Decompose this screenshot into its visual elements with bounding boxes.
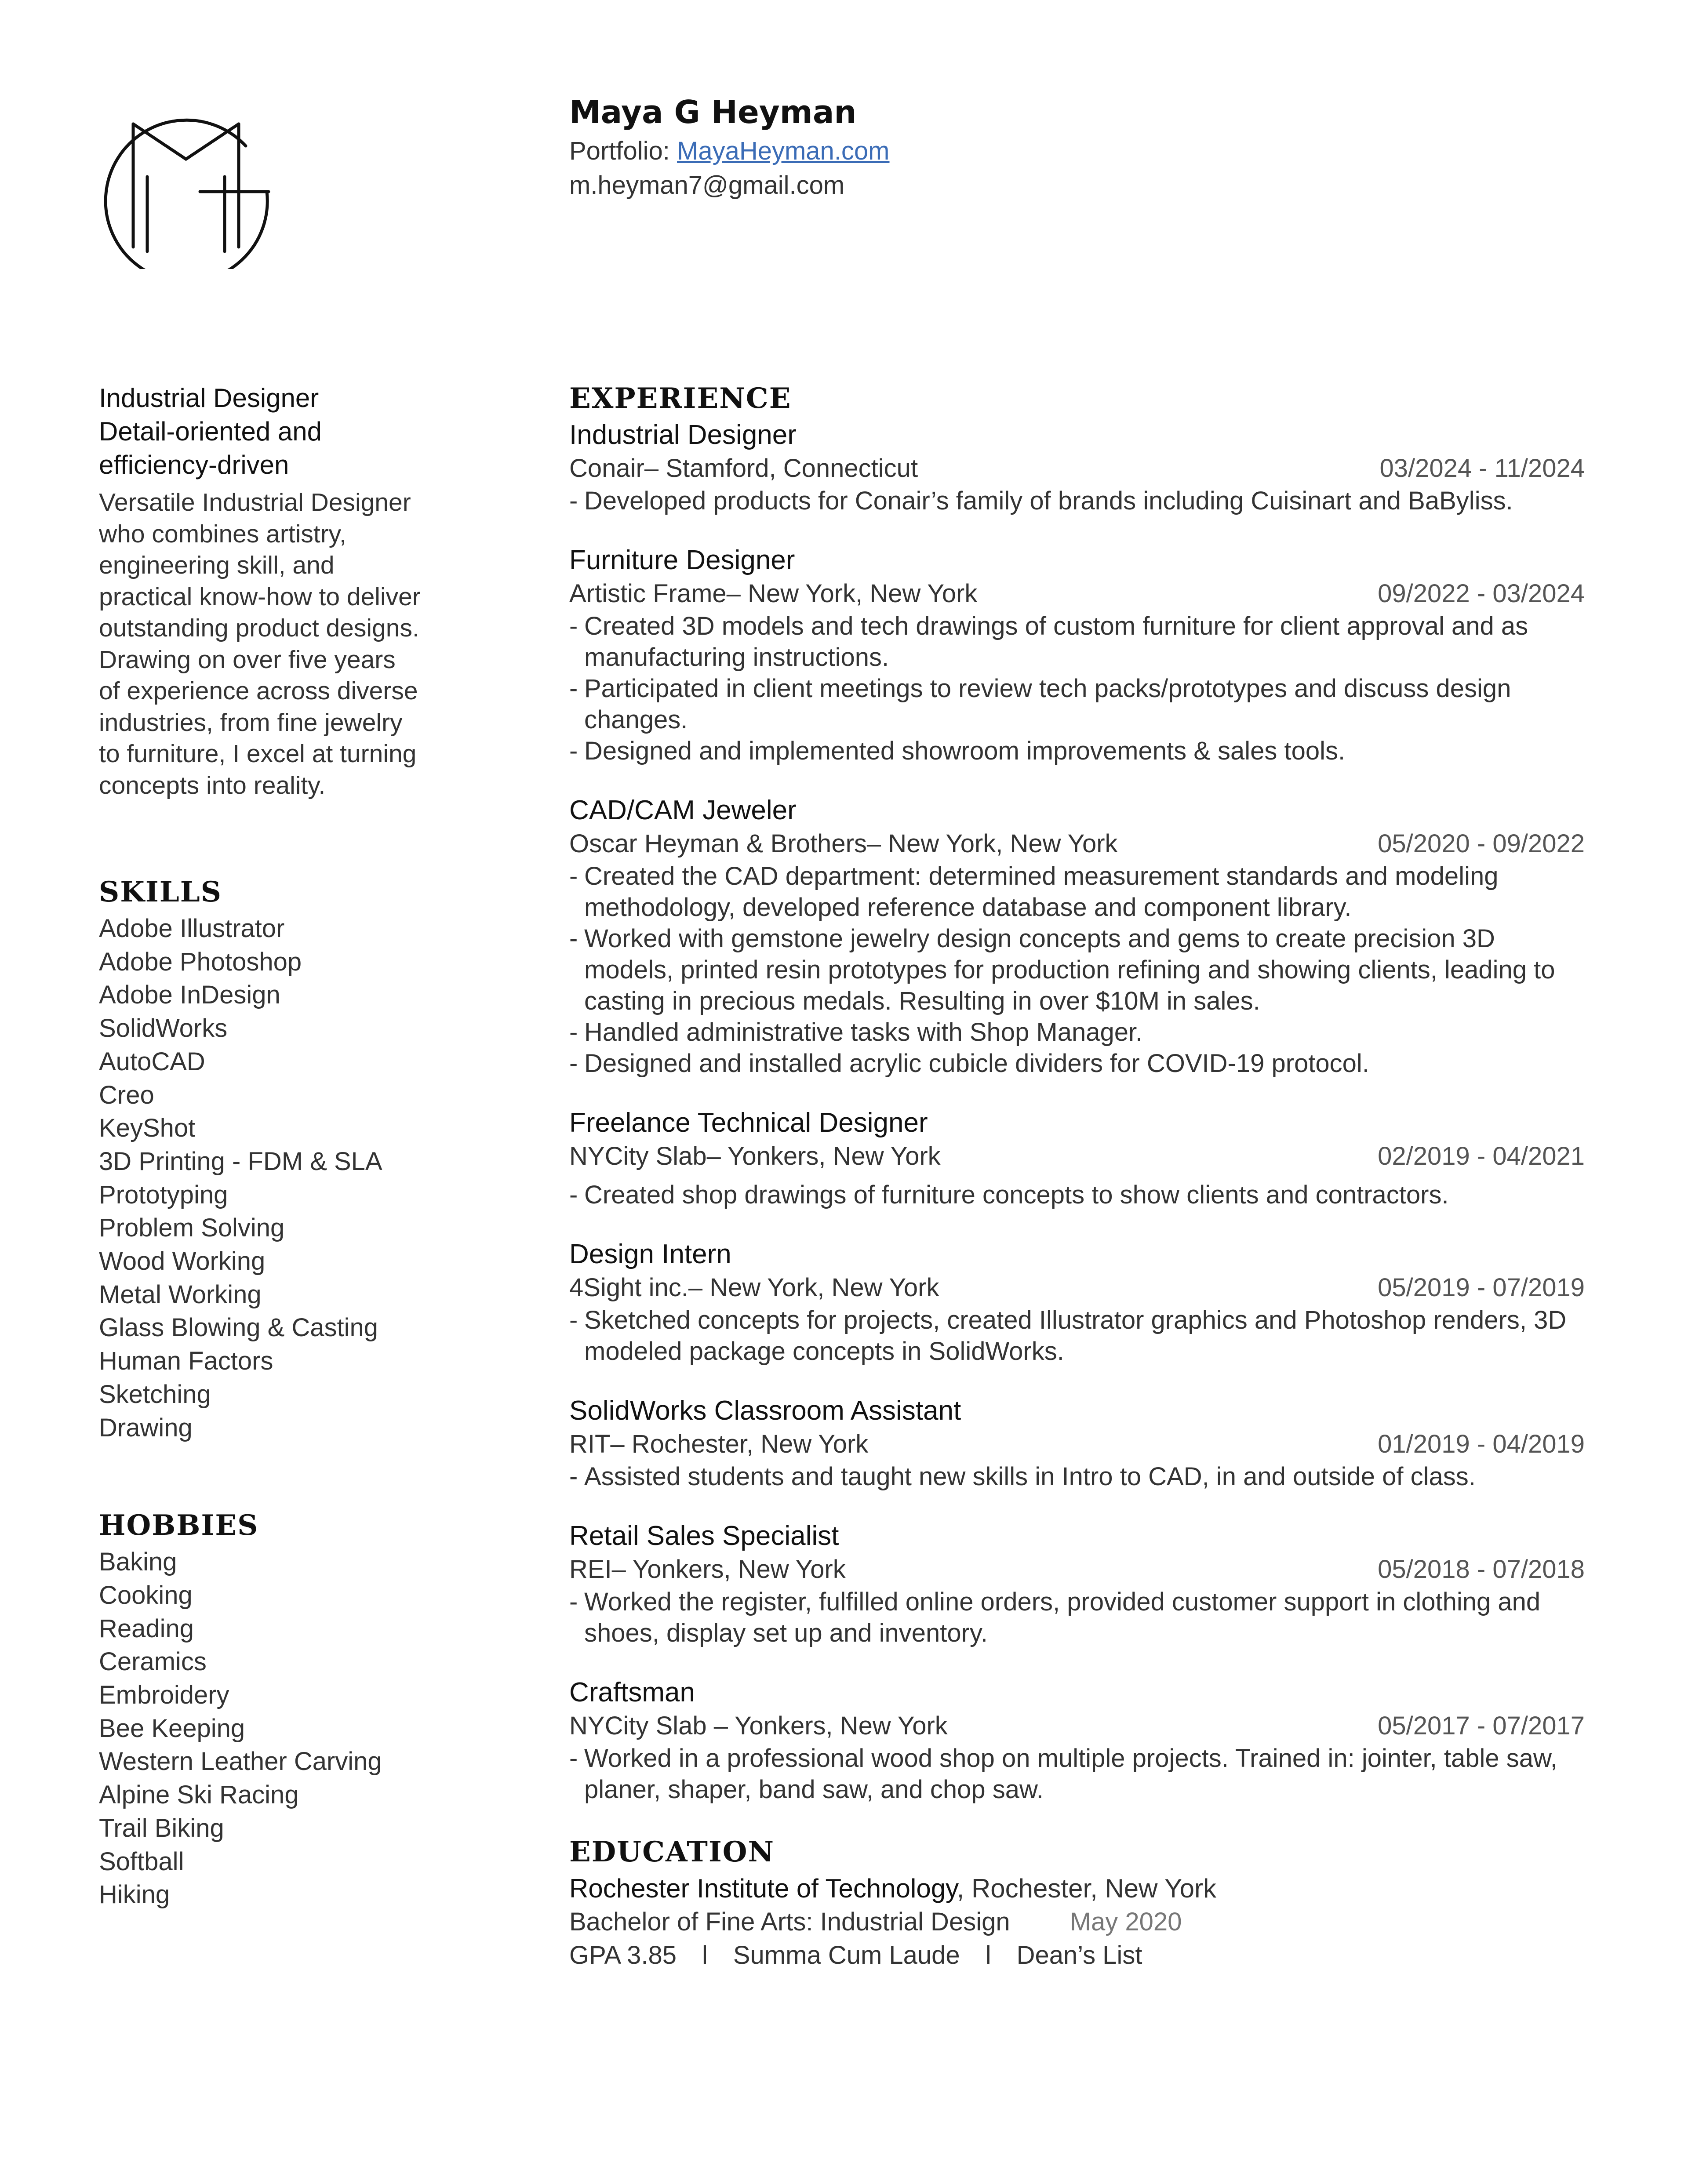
job-dates: 05/2017 - 07/2017 (1378, 1712, 1585, 1740)
skill-item: Adobe Photoshop (99, 947, 302, 976)
left-column (99, 382, 486, 1911)
job-bullets (569, 1305, 1585, 1367)
job-bullet: - Developed products for Conair’s family of brands including Cuisinart and BaByliss. (569, 485, 1585, 516)
skill-item: Drawing (99, 1413, 193, 1442)
portfolio-link[interactable]: MayaHeyman.com (677, 137, 890, 165)
job-bullet: - Designed and implemented showroom improvements & sales tools. (569, 735, 1585, 767)
separator: l (702, 1941, 708, 1970)
job-bullets (569, 1586, 1585, 1649)
job-entry (569, 1676, 1585, 1805)
tagline-line: Industrial Designer (99, 383, 319, 413)
job-bullets (569, 1179, 1585, 1210)
job-company: Oscar Heyman & Brothers– New York, New York (569, 829, 1118, 858)
job-title: Retail Sales Specialist (569, 1521, 839, 1551)
job-bullet: - Sketched concepts for projects, created Illustrator graphics and Photoshop renders, 3D modeled package concepts in SolidWorks. (569, 1305, 1585, 1367)
education-gpa: GPA 3.85 (569, 1941, 677, 1970)
job-meta (569, 1553, 1585, 1586)
separator: l (985, 1941, 991, 1970)
job-company: NYCity Slab – Yonkers, New York (569, 1712, 948, 1740)
job-bullet: - Participated in client meetings to review tech packs/prototypes and discuss design changes. (569, 673, 1585, 735)
candidate-name: Maya G Heyman (569, 94, 857, 131)
summary-line: engineering skill, and (99, 551, 335, 579)
job-dates: 02/2019 - 04/2021 (1378, 1142, 1585, 1170)
education-honors-line (569, 1939, 1585, 1972)
education-degree-line (569, 1905, 1585, 1939)
job-bullet: - Assisted students and taught new skills in Intro to CAD, in and outside of class. (569, 1461, 1585, 1492)
skills-list (99, 912, 486, 1444)
job-meta (569, 1271, 1585, 1305)
summary-line: to furniture, I excel at turning (99, 740, 417, 768)
summary-line: Drawing on over five years (99, 645, 396, 674)
job-entry (569, 544, 1585, 767)
job-title: Freelance Technical Designer (569, 1108, 928, 1138)
education-school: Rochester Institute of Technology (569, 1874, 957, 1903)
right-column (569, 379, 1585, 1972)
job-company: RIT– Rochester, New York (569, 1430, 869, 1458)
job-bullet: - Worked in a professional wood shop on multiple projects. Trained in: jointer, table saw, planer, shaper, band saw, and chop saw. (569, 1743, 1585, 1805)
job-entry (569, 1394, 1585, 1492)
hobby-item: Trail Biking (99, 1813, 224, 1842)
hobby-item: Baking (99, 1548, 177, 1577)
skill-item: Prototyping (99, 1180, 228, 1209)
job-title: CAD/CAM Jeweler (569, 795, 797, 825)
summary-line: outstanding product designs. (99, 614, 419, 642)
job-title: Craftsman (569, 1677, 695, 1708)
skill-item: AutoCAD (99, 1047, 205, 1076)
job-entry (569, 1106, 1585, 1210)
job-bullet: - Worked the register, fulfilled online orders, provided customer support in clothing and shoes, display set up and inventory. (569, 1586, 1585, 1649)
job-dates: 03/2024 - 11/2024 (1379, 454, 1585, 483)
job-entry (569, 1519, 1585, 1649)
job-bullet: - Worked with gemstone jewelry design concepts and gems to create precision 3D models, printed resin prototypes for production refining and showing clients, leading to casting in precious medals. Resulting in over $10M in sales. (569, 923, 1585, 1017)
hobby-item: Bee Keeping (99, 1714, 245, 1743)
skill-item: 3D Printing - FDM & SLA (99, 1147, 382, 1176)
job-bullet: - Created 3D models and tech drawings of custom furniture for client approval and as manufacturing instructions. (569, 611, 1585, 673)
job-bullet: - Created the CAD department: determined measurement standards and modeling methodology, developed reference database and component library. (569, 861, 1585, 923)
skill-item: Adobe Illustrator (99, 914, 285, 943)
education-honor: Summa Cum Laude (733, 1941, 960, 1970)
job-bullet: - Handled administrative tasks with Shop Manager. (569, 1017, 1585, 1048)
summary-line: industries, from fine jewelry (99, 708, 403, 737)
hobby-item: Alpine Ski Racing (99, 1781, 299, 1810)
education-degree: Bachelor of Fine Arts: Industrial Design (569, 1908, 1010, 1936)
hobby-item: Embroidery (99, 1681, 229, 1710)
education-school-line (569, 1872, 1585, 1905)
education-heading: EDUCATION (569, 1835, 775, 1868)
tagline-line: Detail-oriented and (99, 417, 322, 446)
monogram-logo-graphic (98, 98, 274, 269)
job-company: NYCity Slab– Yonkers, New York (569, 1142, 941, 1170)
hobbies-list (99, 1545, 486, 1911)
experience-heading: EXPERIENCE (569, 382, 792, 415)
hobby-item: Western Leather Carving (99, 1747, 382, 1776)
portfolio-line (569, 134, 1580, 168)
job-bullet: - Designed and installed acrylic cubicle dividers for COVID-19 protocol. (569, 1048, 1585, 1079)
skill-item: Metal Working (99, 1280, 262, 1309)
job-dates: 05/2019 - 07/2019 (1378, 1273, 1585, 1302)
education-honor: Dean’s List (1016, 1941, 1142, 1970)
job-bullets (569, 1743, 1585, 1805)
education-location: , Rochester, New York (957, 1874, 1216, 1903)
job-bullet: - Created shop drawings of furniture concepts to show clients and contractors. (569, 1179, 1585, 1210)
hobby-item: Ceramics (99, 1647, 207, 1676)
job-company: Artistic Frame– New York, New York (569, 579, 978, 608)
skill-item: SolidWorks (99, 1014, 228, 1043)
profile-tagline (99, 382, 486, 482)
skills-heading: SKILLS (99, 876, 222, 908)
job-bullets (569, 861, 1585, 1079)
job-meta (569, 1709, 1585, 1743)
skill-item: Glass Blowing & Casting (99, 1313, 378, 1342)
summary-line: who combines artistry, (99, 520, 346, 548)
job-title: SolidWorks Classroom Assistant (569, 1395, 961, 1426)
job-bullets (569, 485, 1585, 516)
job-meta (569, 827, 1585, 861)
skill-item: Problem Solving (99, 1214, 285, 1243)
job-title: Design Intern (569, 1239, 731, 1269)
skill-item: Sketching (99, 1380, 211, 1409)
summary-line: of experience across diverse (99, 677, 418, 705)
hobby-item: Reading (99, 1614, 194, 1643)
summary-line: practical know-how to deliver (99, 582, 421, 611)
job-dates: 09/2022 - 03/2024 (1378, 579, 1585, 608)
job-company: Conair– Stamford, Connecticut (569, 454, 918, 483)
skill-item: Wood Working (99, 1247, 266, 1276)
job-meta (569, 452, 1585, 485)
job-dates: 05/2020 - 09/2022 (1378, 829, 1585, 858)
job-company: REI– Yonkers, New York (569, 1555, 846, 1584)
skill-item: Creo (99, 1080, 154, 1109)
job-dates: 05/2018 - 07/2018 (1378, 1555, 1585, 1584)
job-bullets (569, 1461, 1585, 1492)
hobby-item: Hiking (99, 1880, 170, 1909)
job-entry (569, 794, 1585, 1079)
hobbies-heading: HOBBIES (99, 1509, 259, 1542)
education-date: May 2020 (1070, 1908, 1182, 1936)
skill-item: Human Factors (99, 1347, 273, 1376)
summary-line: concepts into reality. (99, 771, 326, 799)
job-title: Furniture Designer (569, 545, 795, 575)
tagline-line: efficiency-driven (99, 450, 289, 480)
job-meta (569, 1140, 1585, 1173)
job-bullets (569, 611, 1585, 767)
resume-header (569, 90, 1580, 203)
hobby-item: Softball (99, 1847, 184, 1876)
hobby-item: Cooking (99, 1581, 193, 1610)
job-meta (569, 1428, 1585, 1461)
job-title: Industrial Designer (569, 420, 797, 450)
portfolio-label: Portfolio: (569, 137, 670, 165)
job-entry (569, 1238, 1585, 1367)
skill-item: KeyShot (99, 1114, 196, 1143)
monogram-logo (98, 98, 274, 269)
job-entry (569, 418, 1585, 516)
profile-summary (99, 487, 486, 801)
job-meta (569, 577, 1585, 611)
skill-item: Adobe InDesign (99, 981, 280, 1010)
email-address[interactable]: m.heyman7@gmail.com (569, 171, 845, 200)
summary-line: Versatile Industrial Designer (99, 488, 411, 516)
job-company: 4Sight inc.– New York, New York (569, 1273, 939, 1302)
job-dates: 01/2019 - 04/2019 (1378, 1430, 1585, 1458)
